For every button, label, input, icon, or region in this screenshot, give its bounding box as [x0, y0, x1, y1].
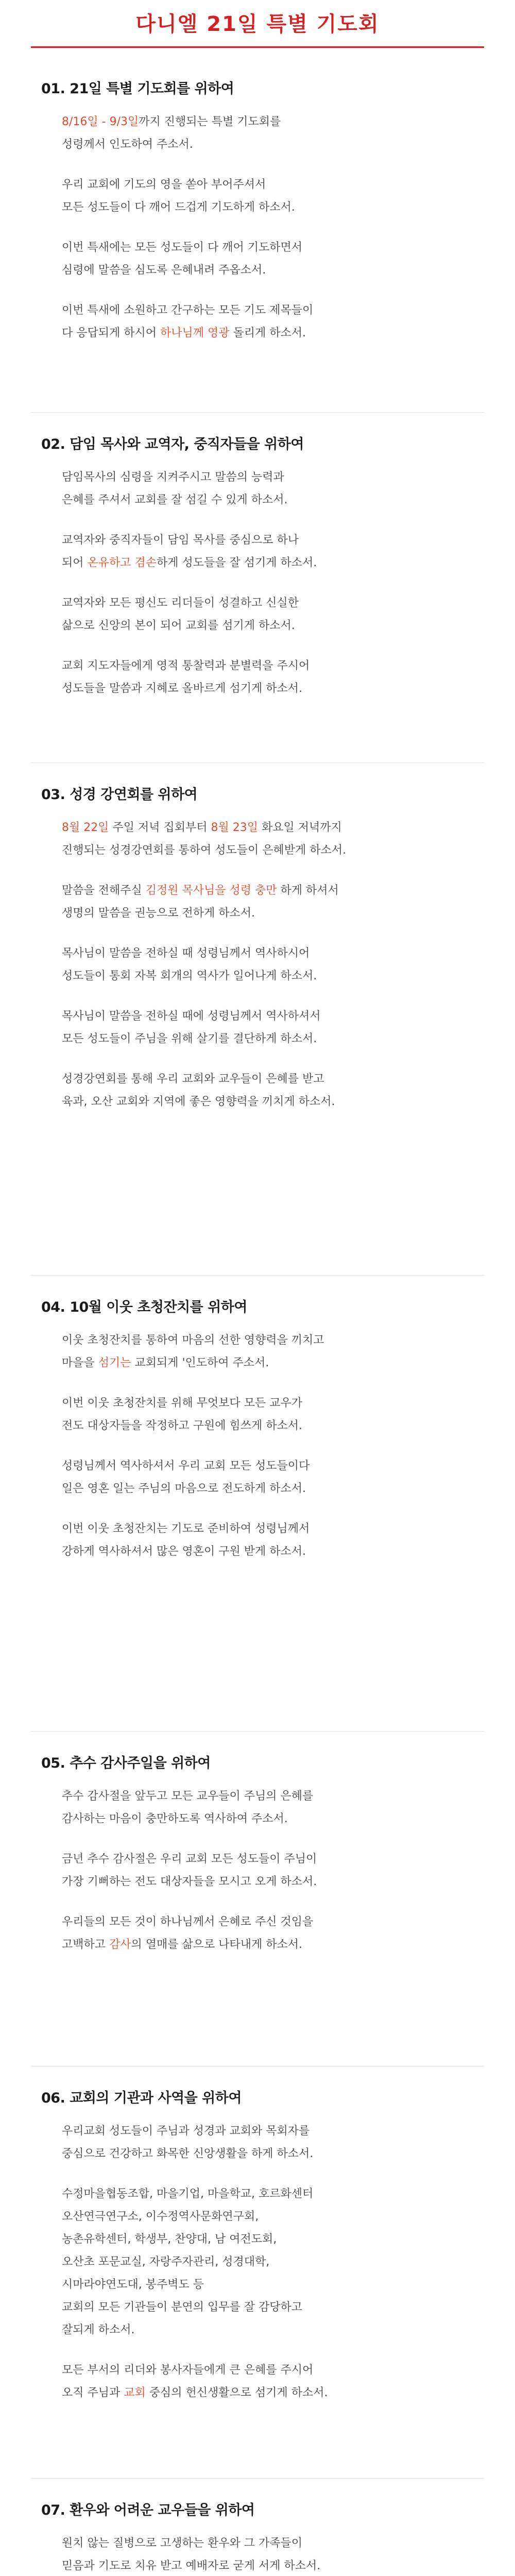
- section-heading: 06. 교회의 기관과 사역을 위하여: [41, 2090, 242, 2106]
- prayer-paragraph: [62, 299, 474, 345]
- paragraph-text: 모든 부서의 리더와 봉사자들에게 큰 은혜를 주시어 오직 주님과: [62, 2364, 314, 2399]
- paragraph-text: 교회되게 '인도하여 주소서.: [131, 1357, 269, 1369]
- paragraph-text: 이번 특새에는 모든 성도들이 다 깨어 기도하면서 심령에 말씀을 심도록 은혜내려 주옵소서.: [62, 241, 303, 277]
- title-underline: [31, 46, 484, 48]
- section-body: [62, 111, 474, 345]
- paragraph-text: 하게 하셔서 생명의 말씀을 권능으로 전하게 하소서.: [62, 884, 339, 920]
- section-body: [62, 466, 474, 700]
- highlighted-text: 감사: [109, 1938, 131, 1951]
- prayer-paragraph: [62, 1068, 474, 1113]
- section-body: [62, 1785, 474, 1956]
- section-heading: 01. 21일 특별 기도회를 위하여: [41, 81, 234, 97]
- paragraph-text: 주일 저녁 집회부터: [109, 821, 211, 834]
- prayer-paragraph: [62, 2120, 474, 2165]
- highlighted-text: 8/16일 - 9/3일: [62, 115, 139, 128]
- prayer-paragraph: [62, 529, 474, 574]
- paragraph-text: 이웃 초청잔치를 통하여 마음의 선한 영향력을 끼치고 마을을: [62, 1334, 324, 1369]
- paragraph-text: 우리 교회에 기도의 영을 쏟아 부어주셔서 모든 성도들이 다 깨어 드겁게 기도하게 하소서.: [62, 178, 295, 214]
- prayer-section: [41, 1296, 474, 1563]
- prayer-paragraph: [62, 1848, 474, 1893]
- section-heading: 02. 담임 목사와 교역자, 중직자들을 위하여: [41, 436, 304, 452]
- highlighted-text: 온유하고 겸손: [87, 556, 157, 569]
- prayer-paragraph: [62, 655, 474, 700]
- section-heading: 05. 추수 감사주일을 위하여: [41, 1755, 211, 1771]
- paragraph-text: 금년 추수 감사절은 우리 교회 모든 성도들이 주님이 가장 기뻐하는 전도 대상자들을 모시고 오게 하소서.: [62, 1853, 317, 1888]
- prayer-paragraph: [62, 1392, 474, 1437]
- prayer-paragraph: [62, 466, 474, 512]
- prayer-section: [41, 433, 474, 700]
- highlighted-text: 8월 23일: [211, 821, 258, 834]
- highlighted-text: 하나님께 영광: [160, 327, 230, 340]
- section-heading: 04. 10월 이웃 초청잔치를 위하여: [41, 1299, 247, 1315]
- paragraph-text: 중심의 헌신생활으로 섬기게 하소서.: [145, 2386, 328, 2399]
- highlighted-text: 8월 22일: [62, 821, 109, 834]
- section-divider: [31, 412, 484, 413]
- prayer-section: [41, 2499, 474, 2576]
- paragraph-text: 화요일 저녁까지 진행되는 성경강연회를 통하여 성도들이 은혜받게 하소서.: [62, 821, 347, 857]
- page-title: 다니엘 21일 특별 기도회: [135, 12, 380, 36]
- prayer-paragraph: [62, 1005, 474, 1050]
- paragraph-text: 담임목사의 심령을 지켜주시고 말씀의 능력과 은혜를 주셔서 교회를 잘 섬길 수 있게 하소서.: [62, 471, 288, 506]
- paragraph-text: 말씀을 전해주실: [62, 884, 146, 897]
- prayer-paragraph: [62, 592, 474, 637]
- section-body: [62, 2532, 474, 2576]
- prayer-paragraph: [62, 1785, 474, 1831]
- paragraph-text: 우리들의 모든 것이 하나님께서 은혜로 주신 것임을 고백하고: [62, 1916, 314, 1951]
- paragraph-text: 성령님께서 역사하셔서 우리 교회 모든 성도들이다 일은 영혼 일는 주님의 마음으로 전도하게 하소서.: [62, 1460, 310, 1495]
- prayer-paragraph: [62, 817, 474, 862]
- prayer-paragraph: [62, 236, 474, 282]
- prayer-section: [41, 77, 474, 345]
- paragraph-text: 이번 이웃 초청잔치를 위해 무엇보다 모든 교우가 전도 대상자들을 작정하고 구원에 힘쓰게 하소서.: [62, 1397, 303, 1432]
- prayer-paragraph: [62, 111, 474, 156]
- prayer-paragraph: [62, 1911, 474, 1956]
- paragraph-text: 목사님이 말씀을 전하실 때 성령님께서 역사하시어 성도들이 통회 자복 회개의 역사가 일어나게 하소서.: [62, 947, 317, 982]
- prayer-paragraph: [62, 942, 474, 988]
- prayer-paragraph: [62, 1518, 474, 1563]
- paragraph-text: 수정마을협동조합, 마을기업, 마을학교, 호르화센터 오산연극연구소, 이수정역사문화연구회, 농촌유학센터, 학생부, 찬양대, 남 여전도회, 오산초 포문교실, 자랑주자관리, 성경대학, 시마라야연도대, 봉주벽도 등 교회의 모든 기관들이 분연의 입무를 잘 감당하고 잘되게 하소서.: [62, 2188, 314, 2336]
- paragraph-text: 이번 이웃 초청잔치는 기도로 준비하여 성령님께서 강하게 역사하셔서 많은 영혼이 구원 받게 하소서.: [62, 1522, 310, 1558]
- section-divider: [31, 1731, 484, 1732]
- paragraph-text: 원치 않는 질병으로 고생하는 환우와 그 가족들이 믿음과 기도로 치유 받고 예배자로 굳게 서게 하소서.: [62, 2537, 321, 2572]
- section-body: [62, 817, 474, 1113]
- prayer-paragraph: [62, 2183, 474, 2342]
- paragraph-text: 추수 감사절을 앞두고 모든 교우들이 주님의 은혜를 감사하는 마음이 충만하도록 역사하여 주소서.: [62, 1790, 314, 1825]
- paragraph-text: 이번 특새에 소원하고 간구하는 모든 기도 제목들이 다 응답되게 하시어: [62, 304, 314, 340]
- section-body: [62, 1329, 474, 1563]
- prayer-section: [41, 2087, 474, 2404]
- paragraph-text: 성경강연회를 통해 우리 교회와 교우들이 은혜를 받고 육과, 오산 교회와 지역에 좋은 영향력을 끼치게 하소서.: [62, 1073, 335, 1108]
- paragraph-text: 하게 성도들을 잘 섬기게 하소서.: [157, 556, 317, 569]
- paragraph-text: 교회 지도자들에게 영적 통찰력과 분별력을 주시어 성도들을 말씀과 지혜로 올바르게 섬기게 하소서.: [62, 659, 310, 695]
- highlighted-text: 김정원 목사님을 성령 충만: [145, 884, 277, 897]
- prayer-paragraph: [62, 174, 474, 219]
- paragraph-text: 교역자와 중직자들이 담임 목사를 중심으로 하나 되어: [62, 534, 299, 569]
- paragraph-text: 교역자와 모든 평신도 리더들이 성결하고 신실한 삶으로 신앙의 본이 되어 교회를 섬기게 하소서.: [62, 597, 299, 632]
- prayer-paragraph: [62, 1455, 474, 1500]
- prayer-paragraph: [62, 879, 474, 925]
- section-heading: 07. 환우와 어려운 교우들을 위하여: [41, 2502, 255, 2518]
- prayer-section: [41, 783, 474, 1113]
- prayer-paragraph: [62, 2359, 474, 2404]
- section-divider: [31, 1275, 484, 1276]
- section-body: [62, 2120, 474, 2404]
- section-heading: 03. 성경 강연회를 위하여: [41, 787, 198, 803]
- section-divider: [31, 2478, 484, 2479]
- paragraph-text: 의 열매를 삶으로 나타내게 하소서.: [131, 1938, 303, 1951]
- paragraph-text: 까지 진행되는 특별 기도회를 성령께서 인도하여 주소서.: [62, 115, 281, 151]
- page-header: [31, 0, 484, 44]
- highlighted-text: 섬기는: [98, 1357, 131, 1369]
- paragraph-text: 돌리게 하소서.: [229, 327, 306, 340]
- paragraph-text: 목사님이 말씀을 전하실 때에 성령님께서 역사하셔서 모든 성도들이 주님을 위해 살기를 결단하게 하소서.: [62, 1010, 321, 1045]
- section-divider: [31, 762, 484, 763]
- prayer-paragraph: [62, 1329, 474, 1375]
- prayer-section: [41, 1752, 474, 1956]
- highlighted-text: 교회: [124, 2386, 146, 2399]
- paragraph-text: 우리교회 성도들이 주님과 성경과 교회와 목회자를 중심으로 건강하고 화목한 신앙생활을 하게 하소서.: [62, 2125, 314, 2160]
- prayer-paragraph: [62, 2532, 474, 2576]
